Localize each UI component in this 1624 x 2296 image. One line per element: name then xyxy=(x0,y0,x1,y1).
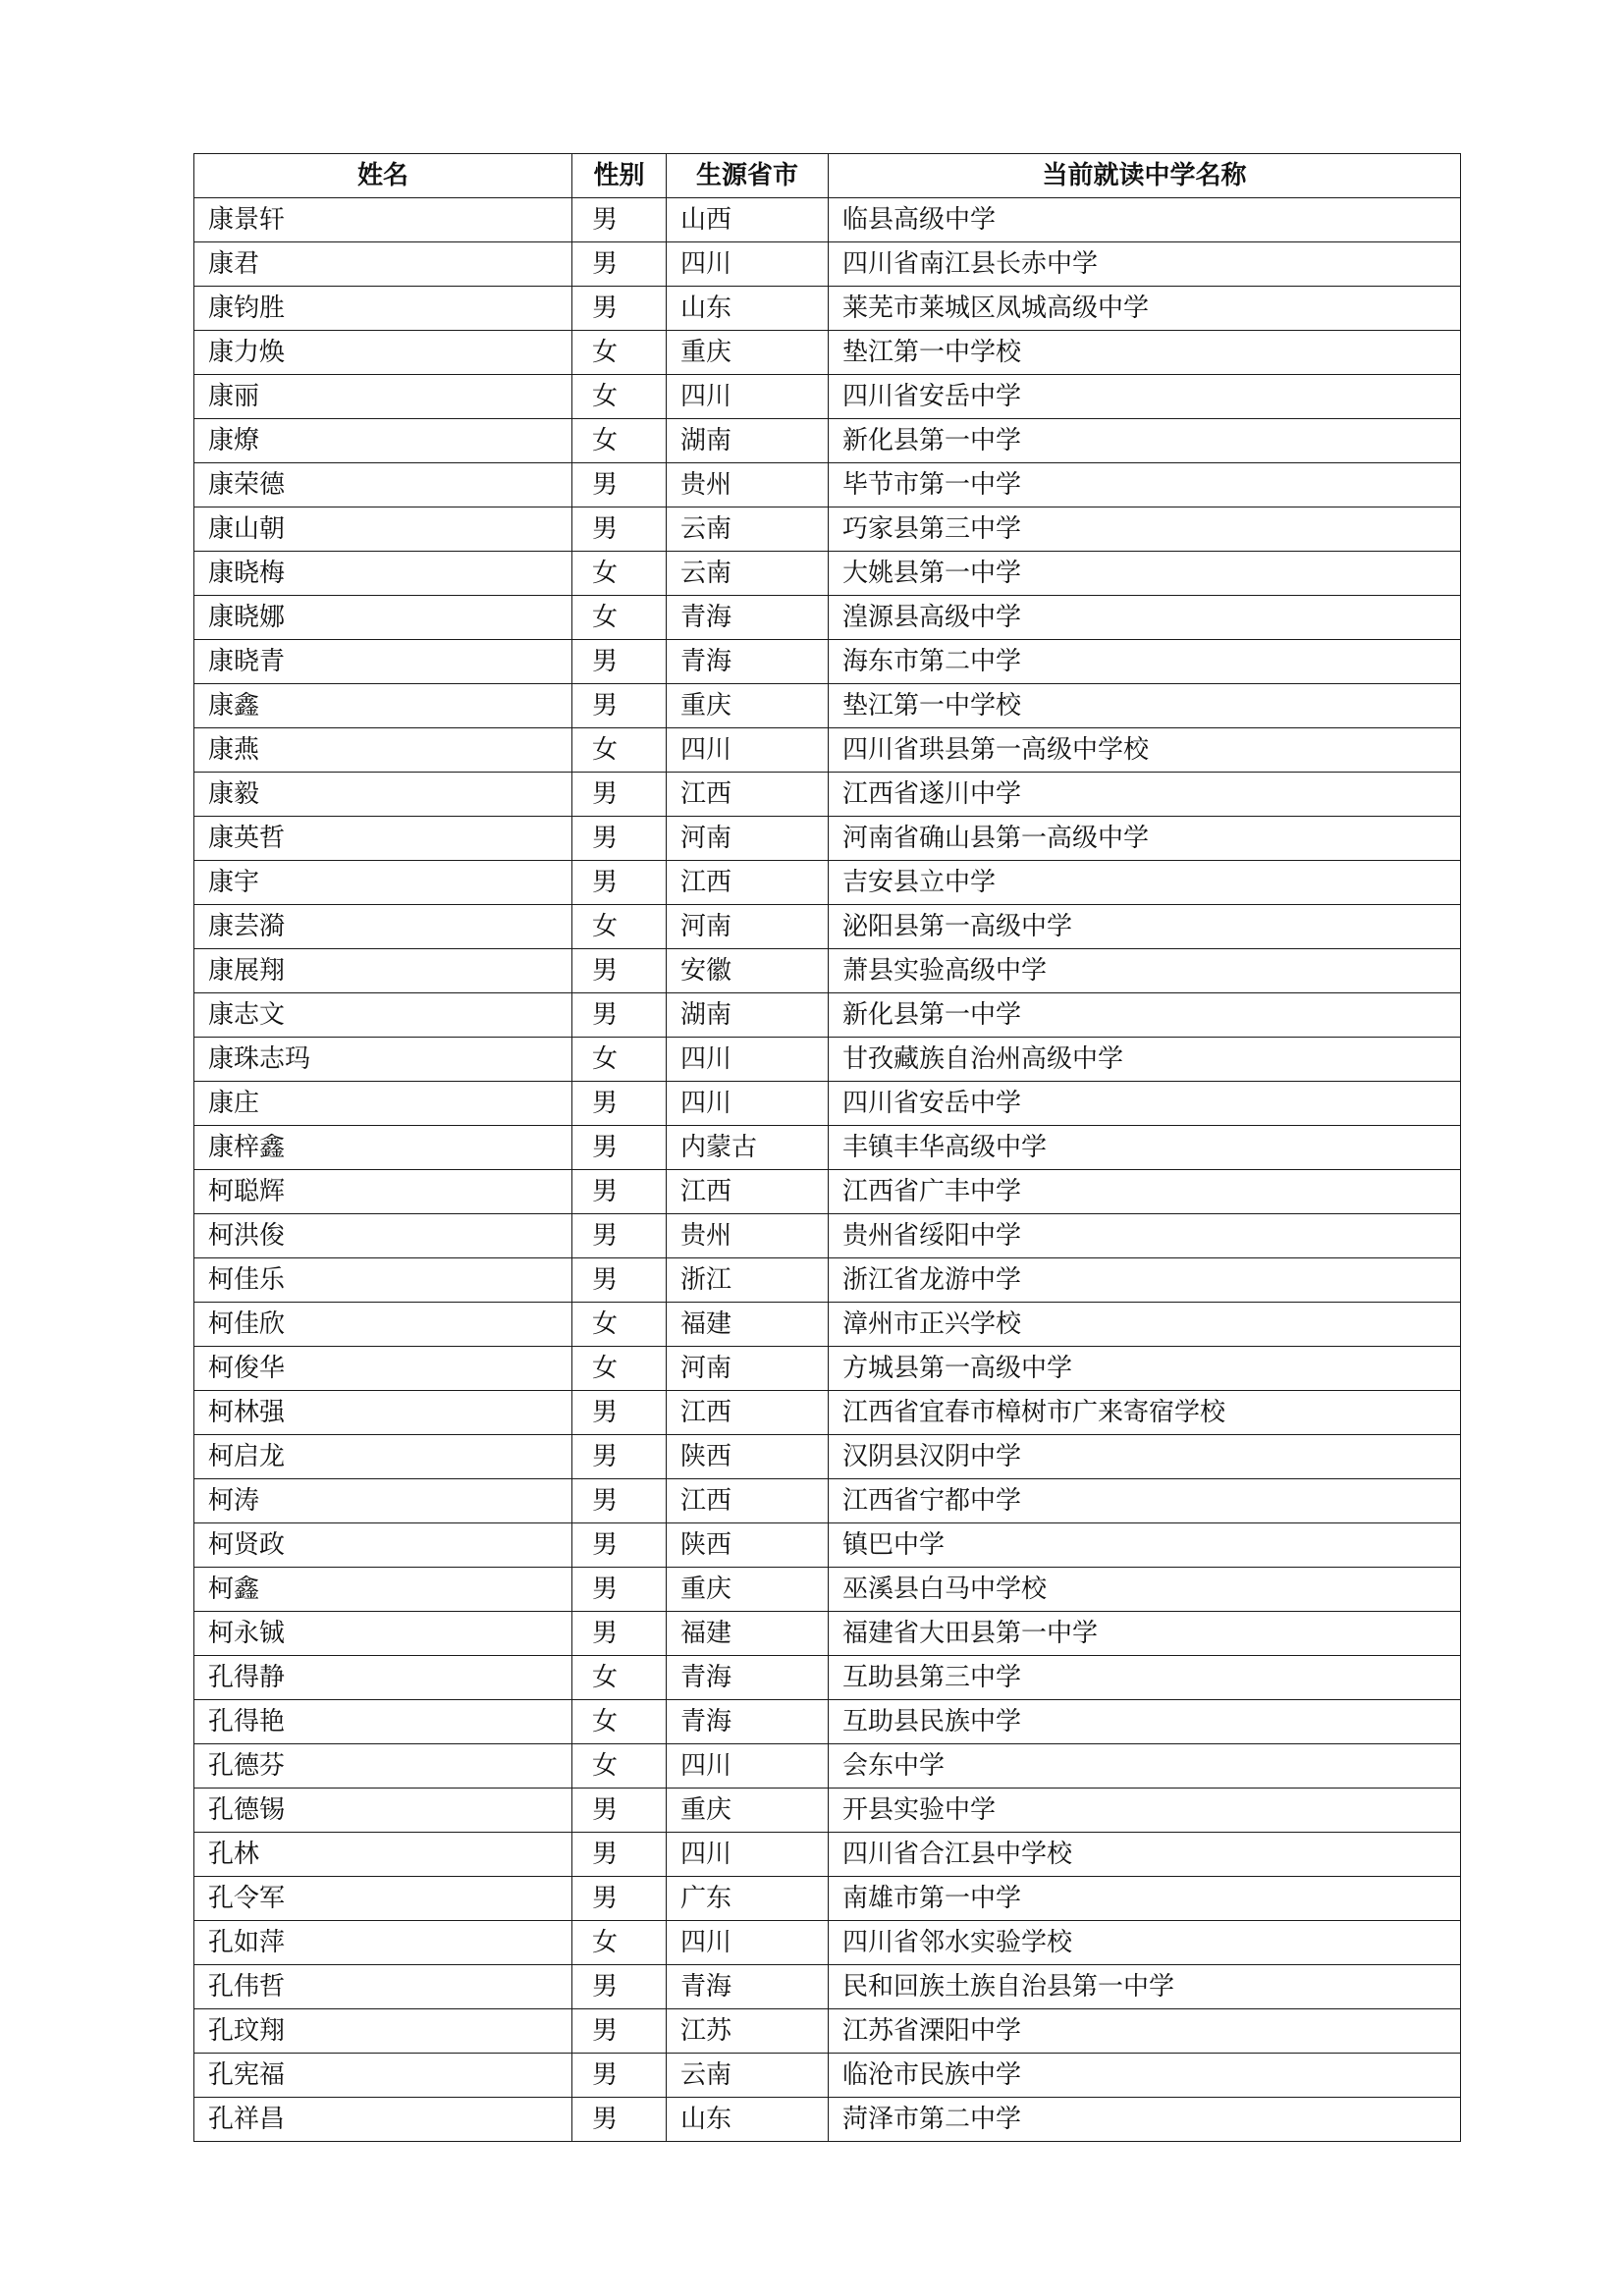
cell-province: 青海 xyxy=(667,1656,829,1700)
cell-name: 柯鑫 xyxy=(194,1568,572,1612)
table-row xyxy=(194,861,1461,905)
cell-gender: 女 xyxy=(572,596,667,640)
table-row xyxy=(194,1082,1461,1126)
cell-gender: 男 xyxy=(572,949,667,993)
cell-school: 临沧市民族中学 xyxy=(829,2054,1461,2098)
cell-school: 贵州省绥阳中学 xyxy=(829,1214,1461,1258)
cell-name: 孔伟哲 xyxy=(194,1965,572,2009)
cell-gender: 女 xyxy=(572,1347,667,1391)
cell-gender: 男 xyxy=(572,1789,667,1833)
cell-school: 垫江第一中学校 xyxy=(829,684,1461,728)
cell-name: 康鑫 xyxy=(194,684,572,728)
cell-gender: 男 xyxy=(572,1568,667,1612)
table-row xyxy=(194,817,1461,861)
cell-province: 重庆 xyxy=(667,1568,829,1612)
cell-name: 孔祥昌 xyxy=(194,2098,572,2142)
table-row xyxy=(194,2098,1461,2142)
cell-school: 江西省广丰中学 xyxy=(829,1170,1461,1214)
cell-gender: 男 xyxy=(572,2009,667,2054)
cell-name: 康宇 xyxy=(194,861,572,905)
cell-province: 贵州 xyxy=(667,1214,829,1258)
cell-school: 泌阳县第一高级中学 xyxy=(829,905,1461,949)
table-row xyxy=(194,1303,1461,1347)
cell-name: 康君 xyxy=(194,242,572,287)
cell-gender: 女 xyxy=(572,552,667,596)
cell-school: 莱芜市莱城区凤城高级中学 xyxy=(829,287,1461,331)
cell-gender: 女 xyxy=(572,1303,667,1347)
table-row xyxy=(194,2009,1461,2054)
cell-school: 大姚县第一中学 xyxy=(829,552,1461,596)
cell-gender: 女 xyxy=(572,728,667,773)
table-row xyxy=(194,1038,1461,1082)
cell-name: 康丽 xyxy=(194,375,572,419)
cell-province: 四川 xyxy=(667,1038,829,1082)
cell-province: 内蒙古 xyxy=(667,1126,829,1170)
cell-name: 柯贤政 xyxy=(194,1523,572,1568)
table-row xyxy=(194,375,1461,419)
cell-name: 康晓娜 xyxy=(194,596,572,640)
cell-province: 四川 xyxy=(667,242,829,287)
cell-school: 四川省邻水实验学校 xyxy=(829,1921,1461,1965)
header-gender: 性别 xyxy=(572,154,667,198)
cell-school: 江西省遂川中学 xyxy=(829,773,1461,817)
cell-name: 康钧胜 xyxy=(194,287,572,331)
cell-gender: 男 xyxy=(572,1877,667,1921)
cell-school: 河南省确山县第一高级中学 xyxy=(829,817,1461,861)
cell-province: 重庆 xyxy=(667,1789,829,1833)
cell-province: 江西 xyxy=(667,773,829,817)
table-row xyxy=(194,463,1461,507)
table-row xyxy=(194,1744,1461,1789)
cell-province: 河南 xyxy=(667,1347,829,1391)
cell-school: 南雄市第一中学 xyxy=(829,1877,1461,1921)
cell-province: 贵州 xyxy=(667,463,829,507)
table-row xyxy=(194,1391,1461,1435)
student-roster-table xyxy=(193,153,1461,2142)
cell-province: 云南 xyxy=(667,552,829,596)
cell-gender: 男 xyxy=(572,1523,667,1568)
cell-province: 福建 xyxy=(667,1612,829,1656)
cell-school: 江苏省溧阳中学 xyxy=(829,2009,1461,2054)
table-row xyxy=(194,1258,1461,1303)
cell-province: 福建 xyxy=(667,1303,829,1347)
cell-province: 湖南 xyxy=(667,419,829,463)
cell-gender: 男 xyxy=(572,507,667,552)
table-row xyxy=(194,2054,1461,2098)
table-row xyxy=(194,1568,1461,1612)
cell-name: 柯林强 xyxy=(194,1391,572,1435)
cell-school: 开县实验中学 xyxy=(829,1789,1461,1833)
table-row xyxy=(194,728,1461,773)
cell-gender: 女 xyxy=(572,1744,667,1789)
cell-school: 福建省大田县第一中学 xyxy=(829,1612,1461,1656)
cell-school: 四川省安岳中学 xyxy=(829,375,1461,419)
cell-name: 康山朝 xyxy=(194,507,572,552)
cell-gender: 男 xyxy=(572,1126,667,1170)
cell-name: 孔玟翔 xyxy=(194,2009,572,2054)
cell-province: 四川 xyxy=(667,1744,829,1789)
cell-province: 重庆 xyxy=(667,331,829,375)
table-row xyxy=(194,507,1461,552)
cell-province: 四川 xyxy=(667,1833,829,1877)
cell-name: 孔令军 xyxy=(194,1877,572,1921)
cell-gender: 男 xyxy=(572,198,667,242)
cell-name: 孔得静 xyxy=(194,1656,572,1700)
cell-name: 康珠志玛 xyxy=(194,1038,572,1082)
cell-gender: 男 xyxy=(572,684,667,728)
table-row xyxy=(194,242,1461,287)
cell-province: 山东 xyxy=(667,2098,829,2142)
header-name: 姓名 xyxy=(194,154,572,198)
cell-school: 海东市第二中学 xyxy=(829,640,1461,684)
cell-name: 康力焕 xyxy=(194,331,572,375)
cell-province: 江西 xyxy=(667,1170,829,1214)
cell-school: 菏泽市第二中学 xyxy=(829,2098,1461,2142)
table-row xyxy=(194,1523,1461,1568)
cell-name: 孔德锡 xyxy=(194,1789,572,1833)
table-row xyxy=(194,949,1461,993)
cell-province: 安徽 xyxy=(667,949,829,993)
cell-school: 会东中学 xyxy=(829,1744,1461,1789)
cell-name: 康燎 xyxy=(194,419,572,463)
cell-school: 四川省合江县中学校 xyxy=(829,1833,1461,1877)
table-row xyxy=(194,905,1461,949)
cell-province: 四川 xyxy=(667,1082,829,1126)
cell-name: 柯涛 xyxy=(194,1479,572,1523)
cell-name: 柯聪辉 xyxy=(194,1170,572,1214)
cell-province: 河南 xyxy=(667,817,829,861)
cell-school: 四川省南江县长赤中学 xyxy=(829,242,1461,287)
cell-school: 湟源县高级中学 xyxy=(829,596,1461,640)
cell-gender: 女 xyxy=(572,1656,667,1700)
cell-gender: 女 xyxy=(572,1700,667,1744)
cell-province: 山东 xyxy=(667,287,829,331)
cell-province: 四川 xyxy=(667,1921,829,1965)
cell-school: 江西省宜春市樟树市广来寄宿学校 xyxy=(829,1391,1461,1435)
cell-name: 康庄 xyxy=(194,1082,572,1126)
cell-gender: 男 xyxy=(572,1479,667,1523)
table-row xyxy=(194,1877,1461,1921)
table-row xyxy=(194,419,1461,463)
cell-gender: 男 xyxy=(572,861,667,905)
table-row xyxy=(194,773,1461,817)
table-row xyxy=(194,993,1461,1038)
cell-gender: 男 xyxy=(572,2098,667,2142)
table-row xyxy=(194,1789,1461,1833)
cell-school: 镇巴中学 xyxy=(829,1523,1461,1568)
cell-gender: 女 xyxy=(572,1921,667,1965)
header-province: 生源省市 xyxy=(667,154,829,198)
table-row xyxy=(194,1656,1461,1700)
cell-school: 汉阴县汉阴中学 xyxy=(829,1435,1461,1479)
table-row xyxy=(194,1347,1461,1391)
cell-province: 重庆 xyxy=(667,684,829,728)
cell-gender: 女 xyxy=(572,331,667,375)
cell-gender: 男 xyxy=(572,287,667,331)
cell-province: 陕西 xyxy=(667,1435,829,1479)
cell-name: 康英哲 xyxy=(194,817,572,861)
cell-province: 四川 xyxy=(667,728,829,773)
cell-name: 柯永铖 xyxy=(194,1612,572,1656)
cell-school: 临县高级中学 xyxy=(829,198,1461,242)
cell-school: 垫江第一中学校 xyxy=(829,331,1461,375)
cell-gender: 男 xyxy=(572,1833,667,1877)
table-row xyxy=(194,552,1461,596)
cell-school: 巫溪县白马中学校 xyxy=(829,1568,1461,1612)
cell-school: 萧县实验高级中学 xyxy=(829,949,1461,993)
table-row xyxy=(194,1833,1461,1877)
table-row xyxy=(194,1700,1461,1744)
cell-school: 互助县第三中学 xyxy=(829,1656,1461,1700)
cell-school: 四川省珙县第一高级中学校 xyxy=(829,728,1461,773)
cell-school: 漳州市正兴学校 xyxy=(829,1303,1461,1347)
cell-gender: 男 xyxy=(572,2054,667,2098)
cell-gender: 女 xyxy=(572,375,667,419)
cell-province: 湖南 xyxy=(667,993,829,1038)
cell-school: 浙江省龙游中学 xyxy=(829,1258,1461,1303)
cell-gender: 男 xyxy=(572,773,667,817)
cell-province: 云南 xyxy=(667,2054,829,2098)
table-row xyxy=(194,596,1461,640)
cell-province: 青海 xyxy=(667,640,829,684)
cell-name: 孔德芬 xyxy=(194,1744,572,1789)
cell-name: 柯佳欣 xyxy=(194,1303,572,1347)
cell-school: 甘孜藏族自治州高级中学 xyxy=(829,1038,1461,1082)
cell-name: 康志文 xyxy=(194,993,572,1038)
table-row xyxy=(194,1214,1461,1258)
cell-province: 浙江 xyxy=(667,1258,829,1303)
table-row xyxy=(194,1126,1461,1170)
cell-name: 康晓青 xyxy=(194,640,572,684)
cell-gender: 男 xyxy=(572,1082,667,1126)
table-header-row xyxy=(194,154,1461,198)
cell-name: 康梓鑫 xyxy=(194,1126,572,1170)
cell-gender: 男 xyxy=(572,993,667,1038)
cell-province: 江西 xyxy=(667,861,829,905)
table-row xyxy=(194,1612,1461,1656)
table-row xyxy=(194,1965,1461,2009)
cell-name: 柯启龙 xyxy=(194,1435,572,1479)
cell-name: 康荣德 xyxy=(194,463,572,507)
header-school: 当前就读中学名称 xyxy=(829,154,1461,198)
cell-name: 柯洪俊 xyxy=(194,1214,572,1258)
cell-gender: 男 xyxy=(572,1435,667,1479)
cell-province: 四川 xyxy=(667,375,829,419)
cell-name: 孔如萍 xyxy=(194,1921,572,1965)
cell-school: 互助县民族中学 xyxy=(829,1700,1461,1744)
cell-gender: 女 xyxy=(572,1038,667,1082)
cell-name: 康毅 xyxy=(194,773,572,817)
cell-gender: 女 xyxy=(572,419,667,463)
cell-province: 云南 xyxy=(667,507,829,552)
cell-province: 陕西 xyxy=(667,1523,829,1568)
cell-school: 丰镇丰华高级中学 xyxy=(829,1126,1461,1170)
cell-name: 孔得艳 xyxy=(194,1700,572,1744)
cell-gender: 男 xyxy=(572,1214,667,1258)
cell-name: 孔林 xyxy=(194,1833,572,1877)
cell-province: 河南 xyxy=(667,905,829,949)
cell-gender: 男 xyxy=(572,817,667,861)
cell-province: 青海 xyxy=(667,1700,829,1744)
cell-name: 康晓梅 xyxy=(194,552,572,596)
cell-school: 毕节市第一中学 xyxy=(829,463,1461,507)
cell-name: 柯俊华 xyxy=(194,1347,572,1391)
cell-school: 吉安县立中学 xyxy=(829,861,1461,905)
cell-province: 广东 xyxy=(667,1877,829,1921)
cell-name: 康芸漪 xyxy=(194,905,572,949)
cell-name: 康景轩 xyxy=(194,198,572,242)
cell-gender: 男 xyxy=(572,1170,667,1214)
cell-province: 江苏 xyxy=(667,2009,829,2054)
table-row xyxy=(194,198,1461,242)
cell-school: 巧家县第三中学 xyxy=(829,507,1461,552)
table-row xyxy=(194,1921,1461,1965)
cell-province: 青海 xyxy=(667,596,829,640)
cell-name: 孔宪福 xyxy=(194,2054,572,2098)
cell-gender: 男 xyxy=(572,1258,667,1303)
table-body xyxy=(194,198,1461,2142)
table-row xyxy=(194,331,1461,375)
cell-province: 青海 xyxy=(667,1965,829,2009)
cell-school: 民和回族土族自治县第一中学 xyxy=(829,1965,1461,2009)
cell-gender: 男 xyxy=(572,242,667,287)
cell-name: 康展翔 xyxy=(194,949,572,993)
table-row xyxy=(194,1479,1461,1523)
cell-province: 江西 xyxy=(667,1479,829,1523)
cell-gender: 男 xyxy=(572,463,667,507)
cell-gender: 女 xyxy=(572,905,667,949)
cell-name: 康燕 xyxy=(194,728,572,773)
cell-school: 新化县第一中学 xyxy=(829,419,1461,463)
table-row xyxy=(194,640,1461,684)
cell-name: 柯佳乐 xyxy=(194,1258,572,1303)
table-row xyxy=(194,1435,1461,1479)
cell-school: 江西省宁都中学 xyxy=(829,1479,1461,1523)
cell-school: 方城县第一高级中学 xyxy=(829,1347,1461,1391)
cell-gender: 男 xyxy=(572,1391,667,1435)
cell-gender: 男 xyxy=(572,1965,667,2009)
student-roster-sheet xyxy=(193,153,1460,2142)
cell-province: 山西 xyxy=(667,198,829,242)
table-row xyxy=(194,1170,1461,1214)
cell-school: 新化县第一中学 xyxy=(829,993,1461,1038)
cell-province: 江西 xyxy=(667,1391,829,1435)
cell-school: 四川省安岳中学 xyxy=(829,1082,1461,1126)
cell-gender: 男 xyxy=(572,1612,667,1656)
table-row xyxy=(194,684,1461,728)
cell-gender: 男 xyxy=(572,640,667,684)
table-row xyxy=(194,287,1461,331)
